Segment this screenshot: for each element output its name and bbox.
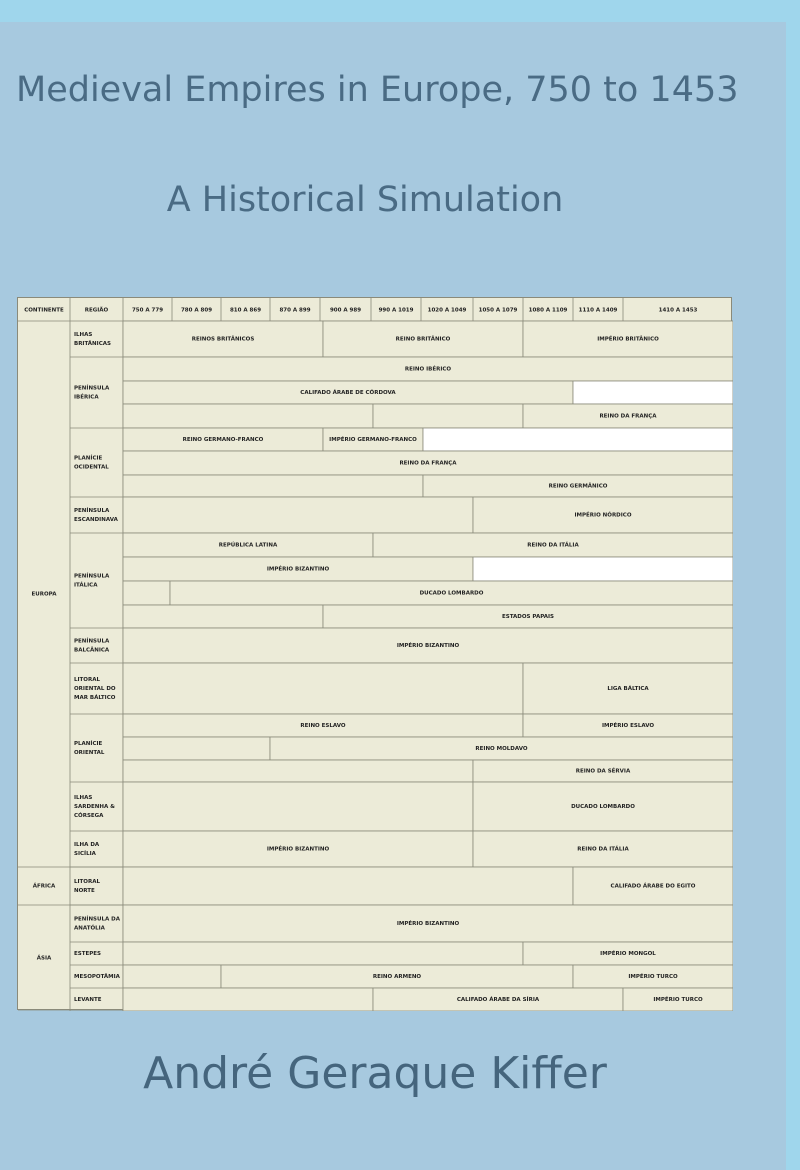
region-label: SARDENHA & bbox=[74, 804, 115, 810]
empire-span bbox=[123, 760, 473, 782]
empire-label: LIGA BÁLTICA bbox=[607, 686, 649, 692]
region-label: LITORAL bbox=[74, 879, 100, 885]
empire-label: REINO GERMÂNICO bbox=[548, 483, 608, 490]
region-label: ANATÓLIA bbox=[74, 925, 105, 932]
region-label: BALCÂNICA bbox=[74, 647, 110, 654]
empire-span bbox=[573, 381, 733, 404]
table-header-cell: 1050 A 1079 bbox=[478, 307, 518, 314]
table-header-cell: 810 A 869 bbox=[229, 307, 262, 314]
empire-span bbox=[123, 475, 423, 497]
empire-label: IMPÉRIO ESLAVO bbox=[601, 723, 655, 729]
empire-label: REINO DA FRANÇA bbox=[599, 413, 657, 420]
empire-label: IMPÉRIO NÓRDICO bbox=[574, 512, 632, 519]
region-label: ORIENTAL DO bbox=[74, 686, 116, 692]
table-header-cell: REGIÃO bbox=[84, 307, 109, 314]
empire-label: REINO ARMENO bbox=[372, 974, 422, 980]
empire-label: IMPÉRIO TURCO bbox=[628, 974, 678, 980]
empire-span bbox=[123, 867, 573, 905]
empire-label: IMPÉRIO BRITÂNICO bbox=[597, 336, 659, 343]
empire-span bbox=[373, 404, 523, 428]
region-label: PENÍNSULA bbox=[74, 385, 110, 392]
book-subtitle: A Historical Simulation bbox=[166, 180, 564, 220]
right-border bbox=[786, 0, 800, 1170]
empire-label: DUCADO LOMBARDO bbox=[571, 804, 635, 810]
region-label: PENÍNSULA DA bbox=[74, 916, 120, 923]
empire-label: REINO IBÉRICO bbox=[404, 366, 452, 373]
empire-label: REINOS BRITÂNICOS bbox=[191, 336, 255, 343]
table-header-cell: 1020 A 1049 bbox=[427, 307, 467, 314]
empire-label: IMPÉRIO BIZANTINO bbox=[266, 566, 330, 573]
empire-timeline-table bbox=[17, 297, 732, 1010]
table-header-cell: 780 A 809 bbox=[180, 307, 213, 314]
table-header-cell: 870 A 899 bbox=[279, 307, 311, 314]
empire-label: REINO BRITÂNICO bbox=[395, 336, 451, 343]
empire-label: IMPÉRIO BIZANTINO bbox=[266, 846, 330, 853]
region-label: ORIENTAL bbox=[74, 750, 105, 756]
continent-label: ÁFRICA bbox=[32, 883, 56, 890]
region-label: ITÁLICA bbox=[74, 582, 98, 589]
empire-label: IMPÉRIO BIZANTINO bbox=[396, 921, 460, 927]
region-label: LITORAL bbox=[74, 677, 100, 683]
empire-label: CALIFADO ÁRABE DE CÓRDOVA bbox=[300, 390, 396, 396]
empire-span bbox=[423, 428, 733, 451]
empire-label: IMPÉRIO MONGOL bbox=[600, 951, 656, 957]
empire-label: REINO DA FRANÇA bbox=[399, 460, 457, 467]
region-label: IBÉRICA bbox=[74, 394, 99, 401]
empire-label: CALIFADO ÁRABE DO EGITO bbox=[610, 883, 696, 890]
region-label: MAR BÁLTICO bbox=[74, 695, 116, 701]
empire-label: REINO DA ITÁLIA bbox=[577, 846, 629, 853]
region-label: CÓRSEGA bbox=[74, 813, 104, 819]
table-header-cell: 990 A 1019 bbox=[378, 307, 414, 314]
book-author: André Geraque Kiffer bbox=[143, 1048, 607, 1099]
empire-label: ESTADOS PAPAIS bbox=[502, 614, 554, 620]
empire-label: IMPÉRIO BIZANTINO bbox=[396, 643, 460, 649]
empire-label: REINO DA SÉRVIA bbox=[575, 768, 631, 775]
region-label: ILHAS bbox=[74, 795, 93, 801]
empire-span bbox=[123, 404, 373, 428]
region-label: NORTE bbox=[74, 888, 95, 894]
region-label: PLANÍCIE bbox=[74, 741, 103, 747]
region-label: PENÍNSULA bbox=[74, 638, 110, 645]
empire-span bbox=[123, 737, 270, 760]
book-title: Medieval Empires in Europe, 750 to 1453 bbox=[16, 70, 739, 110]
empire-span bbox=[123, 942, 523, 965]
empire-span bbox=[123, 497, 473, 533]
table-header-cell: 1080 A 1109 bbox=[528, 307, 568, 314]
continent-label: ÁSIA bbox=[36, 955, 52, 962]
region-label: LEVANTE bbox=[74, 997, 102, 1003]
table-header-cell: 900 A 989 bbox=[329, 307, 362, 314]
empire-label: DUCADO LOMBARDO bbox=[419, 590, 484, 597]
region-label: ESCANDINAVA bbox=[74, 517, 118, 523]
empire-span bbox=[123, 605, 323, 628]
region-label: MESOPOTÂMIA bbox=[74, 974, 120, 980]
region-label: PLANÍCIE bbox=[74, 455, 103, 462]
empire-span bbox=[123, 965, 221, 988]
timeline-grid bbox=[18, 298, 733, 1011]
empire-label: REPÚBLICA LATINA bbox=[218, 542, 278, 549]
empire-label: CALIFADO ÁRABE DA SÍRIA bbox=[456, 997, 540, 1003]
top-border bbox=[0, 0, 800, 22]
empire-span bbox=[123, 663, 523, 714]
empire-span bbox=[123, 581, 170, 605]
empire-label: REINO ESLAVO bbox=[300, 723, 346, 729]
region-label: ESTEPES bbox=[74, 951, 101, 957]
region-label: OCIDENTAL bbox=[74, 464, 109, 471]
region-label: BRITÂNICAS bbox=[74, 341, 111, 347]
region-label: SICÍLIA bbox=[74, 851, 96, 857]
empire-label: REINO GERMANO-FRANCO bbox=[182, 437, 264, 443]
empire-label: REINO MOLDAVO bbox=[475, 746, 528, 752]
empire-span bbox=[123, 988, 373, 1011]
empire-span bbox=[473, 557, 733, 581]
empire-label: IMPÉRIO TURCO bbox=[653, 997, 703, 1003]
empire-label: REINO DA ITÁLIA bbox=[527, 542, 579, 549]
region-label: PENÍNSULA bbox=[74, 573, 110, 580]
table-header-cell: 1410 A 1453 bbox=[658, 307, 698, 314]
table-header-cell: CONTINENTE bbox=[24, 307, 64, 314]
region-label: PENÍNSULA bbox=[74, 508, 110, 514]
region-label: ILHAS bbox=[74, 332, 93, 338]
empire-label: IMPÉRIO GERMANO-FRANCO bbox=[329, 437, 417, 443]
continent-label: EUROPA bbox=[31, 591, 57, 598]
table-header-cell: 1110 A 1409 bbox=[578, 307, 618, 314]
table-header-cell: 750 A 779 bbox=[131, 307, 164, 314]
region-label: ILHA DA bbox=[74, 842, 100, 848]
empire-span bbox=[123, 782, 473, 831]
